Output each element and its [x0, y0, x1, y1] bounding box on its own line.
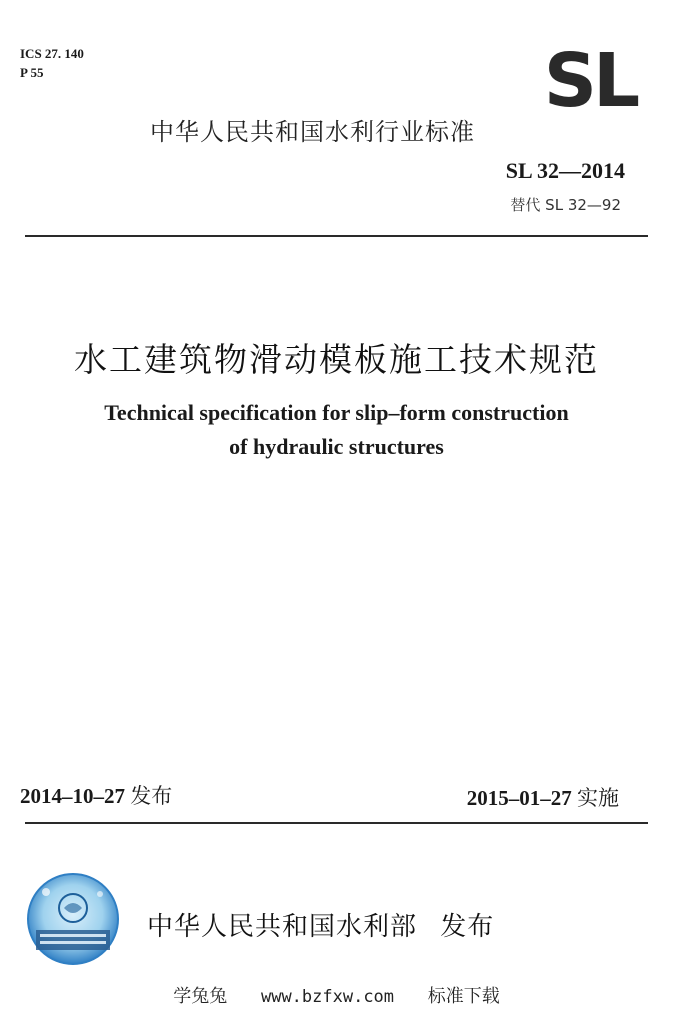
english-title-line2: of hydraulic structures — [229, 434, 444, 459]
issue-date: 2014–10–27 — [20, 784, 125, 808]
class-code: P 55 — [20, 65, 44, 80]
bottom-divider — [25, 822, 648, 824]
chinese-title: 水工建筑物滑动模板施工技术规范 — [74, 340, 599, 379]
implement-date-block — [467, 782, 619, 812]
footer-url[interactable]: www.bzfxw.com — [260, 987, 395, 1007]
standard-number: SL 32—2014 — [505, 158, 625, 183]
anti-counterfeit-seal-icon — [26, 872, 120, 966]
implement-date: 2015–01–27 — [466, 786, 572, 810]
publisher-block — [147, 906, 494, 943]
footer-watermark — [0, 982, 673, 1008]
footer-site-name: 学兔兔 — [173, 986, 228, 1007]
top-divider — [25, 235, 648, 237]
replaces-standard: 替代 SL 32—92 — [510, 196, 621, 214]
footer-site-label: 标准下载 — [427, 986, 500, 1007]
publisher-label: 发布 — [440, 912, 495, 942]
sl-logo — [530, 46, 650, 112]
ics-code: ICS 27. 140 — [20, 46, 84, 61]
implement-label: 实施 — [577, 786, 619, 810]
sl-logo-text: SL — [543, 46, 637, 112]
english-title-line1: Technical specification for slip–form construction — [104, 400, 569, 425]
publisher-name: 中华人民共和国水利部 — [147, 912, 418, 942]
ics-code-block — [20, 44, 84, 82]
issue-label: 发布 — [130, 784, 173, 808]
ministry-standard-title: 中华人民共和国水利行业标准 — [150, 118, 475, 146]
issue-date-block — [20, 780, 172, 810]
